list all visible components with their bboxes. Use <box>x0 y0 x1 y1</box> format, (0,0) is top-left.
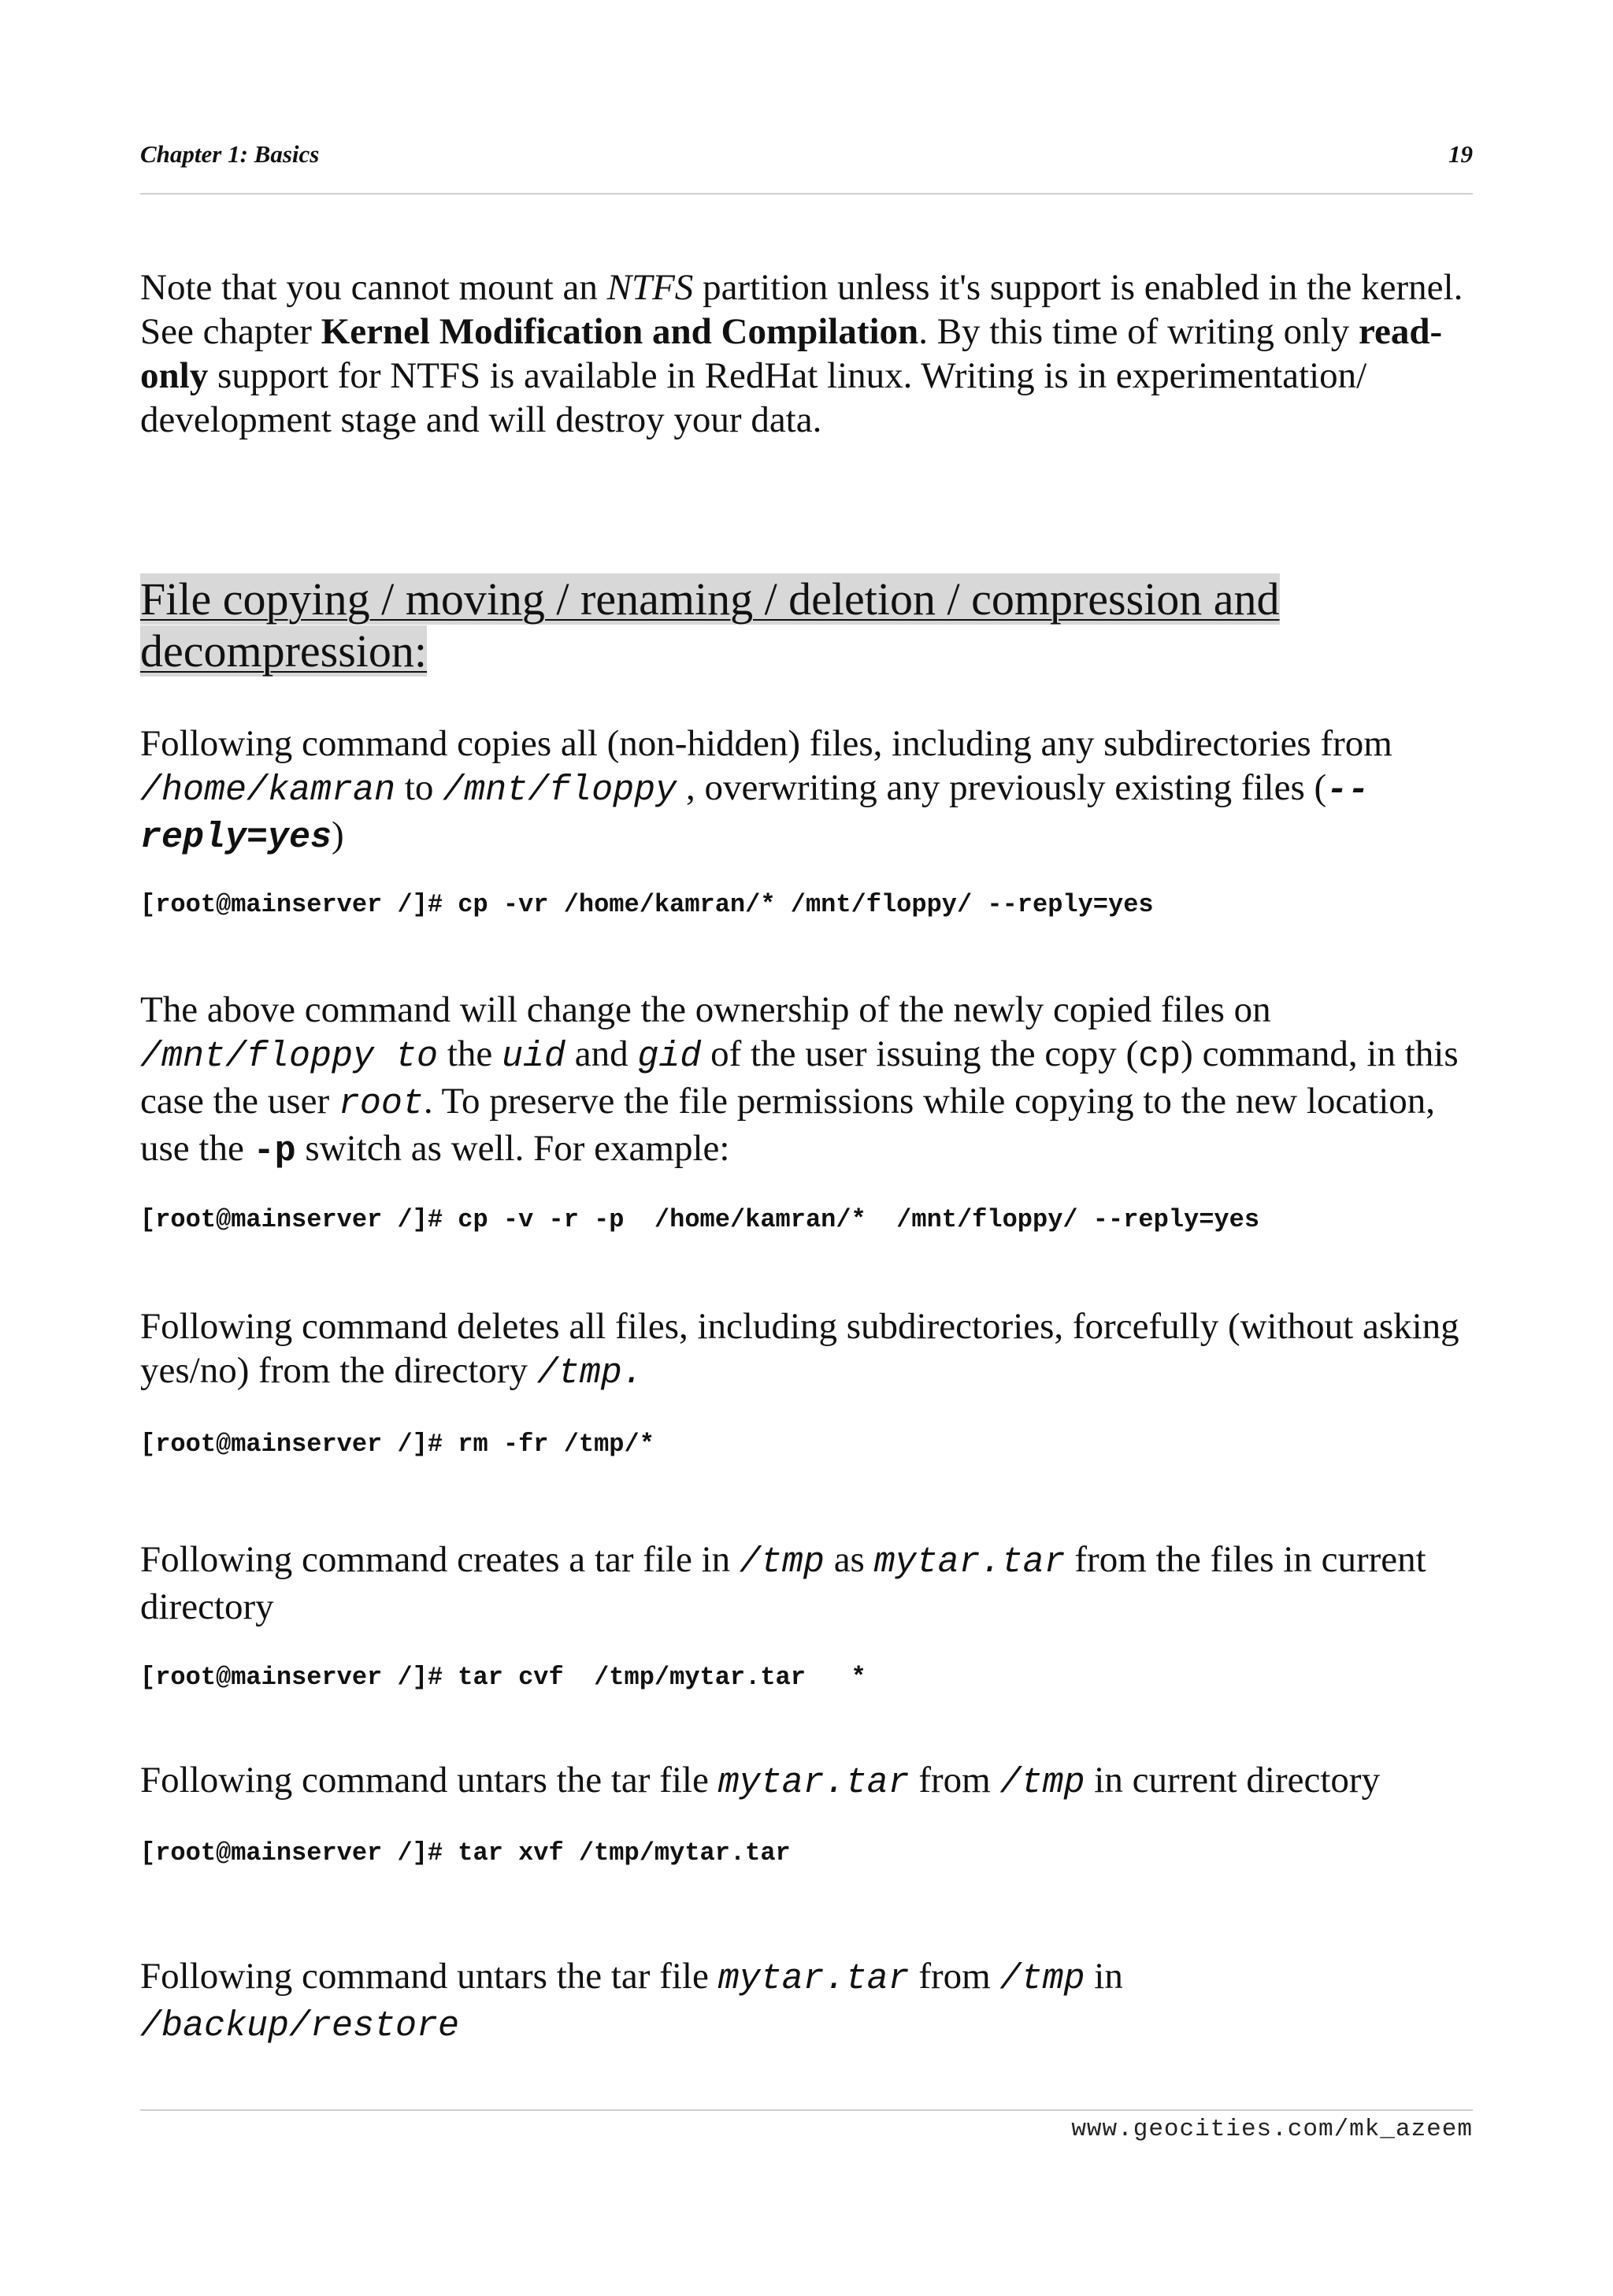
text: Following command deletes all files, including subdirectories, forcefully (without asking yes/no) from the directory <box>140 1306 1459 1391</box>
uid-term: uid <box>501 1037 565 1077</box>
chapter-reference: Kernel Modification and Compilation <box>321 311 919 352</box>
text: switch as well. For example: <box>295 1128 730 1169</box>
text: ) <box>332 814 344 855</box>
section-heading-text: File copying / moving / renaming / deletion / compression and decompression: <box>140 573 1280 677</box>
tar-file: mytar.tar <box>718 1959 910 1999</box>
untar-restore-paragraph <box>140 1954 1337 2049</box>
text: ) command, in this case the user <box>140 1033 1459 1122</box>
text: from the files in current directory <box>140 1539 1426 1627</box>
command-line: [root@mainserver /]# cp -vr /home/kamran/* /mnt/floppy/ --reply=yes <box>140 890 1154 919</box>
command-line: [root@mainserver /]# cp -v -r -p /home/kamran/* /mnt/floppy/ --reply=yes <box>140 1205 1260 1234</box>
text: of the user issuing the copy ( <box>701 1033 1139 1074</box>
text: to <box>395 767 443 808</box>
tar-paragraph <box>140 1537 1479 1629</box>
copy-paragraph <box>140 721 1479 860</box>
text: partition unless it's support is enabled in the kernel. See chapter <box>140 267 1463 352</box>
text: Following command copies all (non-hidden) files, including any subdirectories from <box>140 723 1392 764</box>
dest-path: /mnt/floppy <box>443 770 677 810</box>
path: /mnt/floppy to <box>140 1037 439 1077</box>
command-line: [root@mainserver /]# tar xvf /tmp/mytar.tar <box>140 1838 791 1868</box>
tmp-path: /tmp <box>739 1542 825 1582</box>
ownership-paragraph <box>140 988 1479 1174</box>
tar-file: mytar.tar <box>873 1542 1066 1582</box>
text: Following command untars the tar file <box>140 1956 718 1997</box>
text: in <box>1085 1956 1123 1997</box>
tmp-path: /tmp <box>999 1763 1085 1803</box>
reply-option: --reply=yes <box>140 770 1370 858</box>
footer-url: www.geocities.com/mk_azeem <box>1071 2116 1473 2143</box>
text: , overwriting any previously existing files ( <box>677 767 1327 808</box>
text: and <box>565 1033 638 1074</box>
tmp-path: /tmp. <box>536 1353 643 1393</box>
p-switch: -p <box>253 1131 296 1171</box>
restore-path: /backup/restore <box>140 2006 460 2046</box>
command-line: [root@mainserver /]# tar cvf /tmp/mytar.tar * <box>140 1663 866 1692</box>
text: as <box>824 1539 874 1580</box>
tar-file: mytar.tar <box>718 1763 910 1803</box>
text: support for NTFS is available in RedHat linux. Writing is in experimentation/ development stage and will destroy your data. <box>140 355 1367 440</box>
section-heading <box>140 573 1337 677</box>
header-rule <box>140 193 1473 195</box>
text: The above command will change the ownership of the newly copied files on <box>140 989 1271 1030</box>
text: Note that you cannot mount an <box>140 267 607 308</box>
text: in current directory <box>1085 1760 1381 1801</box>
tmp-path: /tmp <box>999 1959 1085 1999</box>
text: from <box>909 1760 1000 1801</box>
footer-rule <box>140 2109 1473 2111</box>
ntfs-term: NTFS <box>606 267 694 308</box>
text: Following command creates a tar file in <box>140 1539 740 1580</box>
text: . To preserve the file permissions while copying to the new location, use the <box>140 1081 1436 1169</box>
page-header <box>140 140 1473 168</box>
chapter-title: Chapter 1: Basics <box>140 140 320 168</box>
root-term: root <box>338 1084 424 1124</box>
untar-paragraph <box>140 1758 1479 1805</box>
text: the <box>438 1033 502 1074</box>
ntfs-note <box>140 265 1479 442</box>
text: Following command untars the tar file <box>140 1760 718 1801</box>
source-path: /home/kamran <box>140 770 396 810</box>
delete-paragraph <box>140 1304 1479 1396</box>
gid-term: gid <box>637 1037 702 1077</box>
text: . By this time of writing only <box>918 311 1359 352</box>
text: from <box>909 1956 1000 1997</box>
read-only-term: read-only <box>140 311 1443 396</box>
cp-term: cp <box>1138 1037 1181 1077</box>
page-number: 19 <box>1448 140 1473 168</box>
command-line: [root@mainserver /]# rm -fr /tmp/* <box>140 1430 654 1459</box>
